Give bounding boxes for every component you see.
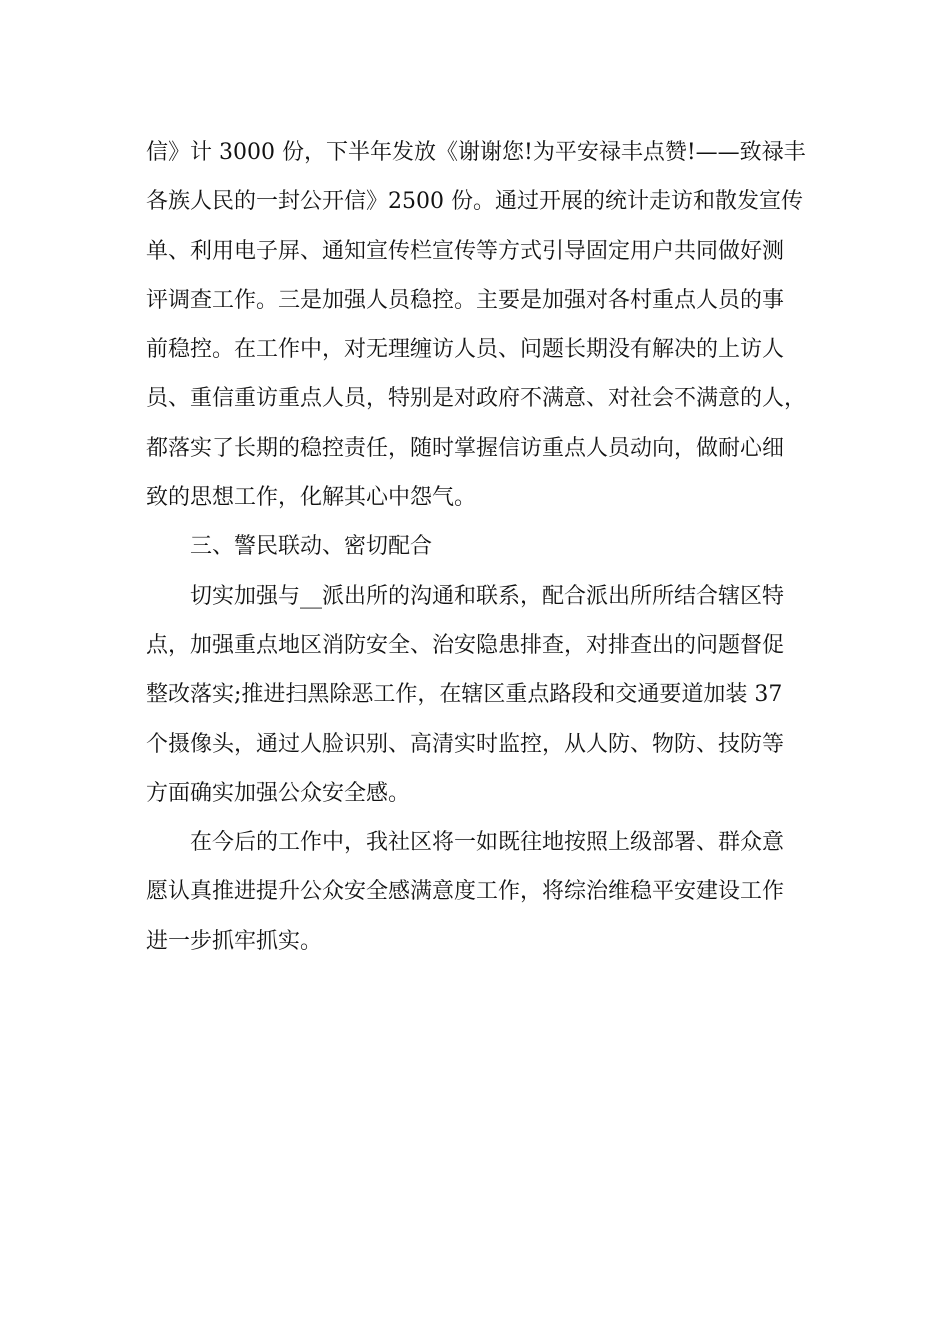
- text-line: 整改落实;推进扫黑除恶工作，在辖区重点路段和交通要道加装 37: [146, 682, 783, 708]
- text-line: 方面确实加强公众安全感。: [146, 780, 411, 806]
- paragraph-police-cooperation: [146, 572, 806, 818]
- paragraph-conclusion: [146, 818, 806, 966]
- text-line: 致的思想工作，化解其心中怨气。: [146, 485, 477, 511]
- text-line: 个摄像头，通过人脸识别、高清实时监控，从人防、物防、技防等: [146, 731, 785, 757]
- text-line: 点，加强重点地区消防安全、治安隐患排查，对排查出的问题督促: [146, 632, 785, 658]
- text-line: 愿认真推进提升公众安全感满意度工作，将综治维稳平安建设工作: [146, 879, 785, 905]
- text-line: 进一步抓牢抓实。: [146, 928, 323, 954]
- text-line: 前稳控。在工作中，对无理缠访人员、问题长期没有解决的上访人: [146, 337, 785, 363]
- heading-line: 三、警民联动、密切配合: [190, 534, 433, 560]
- text-line: 切实加强与__派出所的沟通和联系，配合派出所所结合辖区特: [190, 583, 785, 609]
- text-line: 信》计 3000 份，下半年发放《谢谢您!为平安禄丰点赞!——致禄丰: [146, 140, 806, 165]
- text-line: 员、重信重访重点人员，特别是对政府不满意、对社会不满意的人，: [146, 386, 807, 412]
- text-line: 都落实了长期的稳控责任，随时掌握信访重点人员动向，做耐心细: [146, 435, 785, 461]
- text-line: 单、利用电子屏、通知宣传栏宣传等方式引导固定用户共同做好测: [146, 238, 785, 264]
- text-line: 在今后的工作中，我社区将一如既往地按照上级部署、群众意: [190, 830, 785, 856]
- section-heading: [146, 522, 806, 571]
- text-line: 评调查工作。三是加强人员稳控。主要是加强对各村重点人员的事: [146, 287, 785, 313]
- paragraph-petition-stabilization: [146, 128, 806, 522]
- document-body: [146, 128, 806, 966]
- text-line: 各族人民的一封公开信》2500 份。通过开展的统计走访和散发宣传: [146, 189, 803, 215]
